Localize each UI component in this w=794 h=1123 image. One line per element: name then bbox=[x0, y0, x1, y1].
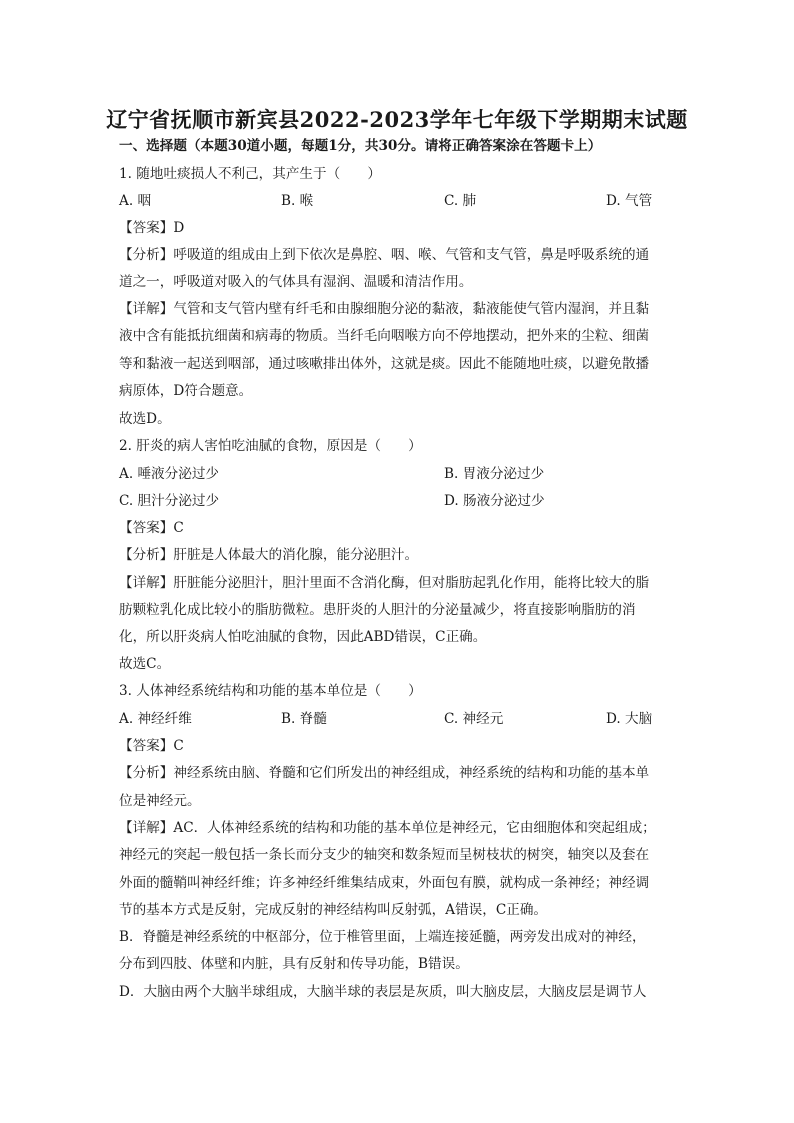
question-3-detail-line: 节的基本方式是反射，完成反射的神经结构叫反射弧，A错误，C正确。 bbox=[119, 902, 548, 918]
question-3-detail-line: 外面的髓鞘叫神经纤维；许多神经纤维集结成束，外面包有膜，就构成一条神经；神经调 bbox=[119, 875, 650, 891]
question-1-conclusion: 故选D。 bbox=[119, 411, 171, 427]
question-1-option-a: A. 咽 bbox=[119, 193, 152, 209]
question-1-detail-line: 液中含有能抵抗细菌和病毒的物质。当纤毛向咽喉方向不停地摆动，把外来的尘粒、细菌 bbox=[119, 328, 650, 344]
question-2-option-c: C. 胆汁分泌过少 bbox=[119, 493, 220, 509]
page-title: 辽宁省抚顺市新宾县2022-2023学年七年级下学期期末试题 bbox=[106, 107, 688, 132]
question-2-detail-line: 【详解】肝脏能分泌胆汁，胆汁里面不含消化酶，但对脂肪起乳化作用，能将比较大的脂 bbox=[119, 575, 650, 591]
question-2-conclusion: 故选C。 bbox=[119, 656, 171, 672]
question-1-option-b: B. 喉 bbox=[281, 193, 314, 209]
question-1-detail-line: 【详解】气管和支气管内壁有纤毛和由腺细胞分泌的黏液，黏液能使气管内湿润，并且黏 bbox=[119, 301, 650, 317]
question-1-analysis-line: 【分析】呼吸道的组成由上到下依次是鼻腔、咽、喉、气管和支气管，鼻是呼吸系统的通 bbox=[119, 247, 650, 263]
section-heading: 一、选择题（本题30道小题，每题1分，共30分。请将正确答案涂在答题卡上） bbox=[119, 138, 602, 154]
question-3-option-a: A. 神经纤维 bbox=[119, 711, 192, 727]
question-1-stem: 1. 随地吐痰损人不利己，其产生于（ ） bbox=[119, 166, 381, 182]
question-1-detail-line: 病原体，D符合题意。 bbox=[119, 383, 253, 399]
question-3-analysis-line: 【分析】神经系统由脑、脊髓和它们所发出的神经组成，神经系统的结构和功能的基本单 bbox=[119, 765, 650, 781]
question-3-detail-line: B．脊髓是神经系统的中枢部分，位于椎管里面，上端连接延髓，两旁发出成对的神经， bbox=[119, 929, 646, 945]
question-3-detail-line: D．大脑由两个大脑半球组成，大脑半球的表层是灰质，叫大脑皮层，大脑皮层是调节人 bbox=[119, 984, 647, 1000]
question-1-option-d: D. 气管 bbox=[606, 193, 653, 209]
question-3-option-d: D. 大脑 bbox=[606, 711, 653, 727]
question-3-option-c: C. 神经元 bbox=[444, 711, 504, 727]
question-2-answer: 【答案】C bbox=[119, 520, 184, 536]
question-2-analysis-line: 【分析】肝脏是人体最大的消化腺，能分泌胆汁。 bbox=[119, 547, 419, 563]
question-2-option-b: B. 胃液分泌过少 bbox=[444, 466, 545, 482]
question-3-detail-line: 【详解】AC．人体神经系统的结构和功能的基本单位是神经元，它由细胞体和突起组成； bbox=[119, 820, 656, 836]
question-3-analysis-line: 位是神经元。 bbox=[119, 793, 201, 809]
question-3-answer: 【答案】C bbox=[119, 738, 184, 754]
question-3-detail-line: 分布到四肢、体壁和内脏，具有反射和传导功能，B错误。 bbox=[119, 956, 469, 972]
question-1-analysis-line: 道之一，呼吸道对吸入的气体具有湿润、温暖和清洁作用。 bbox=[119, 274, 473, 290]
question-1-detail-line: 等和黏液一起送到咽部，通过咳嗽排出体外，这就是痰。因此不能随地吐痰，以避免散播 bbox=[119, 356, 650, 372]
question-2-detail-line: 化，所以肝炎病人怕吃油腻的食物，因此ABD错误，C正确。 bbox=[119, 629, 487, 645]
question-3-stem: 3. 人体神经系统结构和功能的基本单位是（ ） bbox=[119, 683, 422, 699]
question-2-detail-line: 肪颗粒乳化成比较小的脂肪微粒。患肝炎的人胆汁的分泌量减少，将直接影响脂肪的消 bbox=[119, 602, 636, 618]
question-3-option-b: B. 脊髓 bbox=[281, 711, 327, 727]
question-3-detail-line: 神经元的突起一般包括一条长而分支少的轴突和数条短而呈树枝状的树突，轴突以及套在 bbox=[119, 847, 650, 863]
question-1-option-c: C. 肺 bbox=[444, 193, 477, 209]
question-1-answer: 【答案】D bbox=[119, 220, 185, 236]
question-2-option-d: D. 肠液分泌过少 bbox=[444, 493, 545, 509]
question-2-stem: 2. 肝炎的病人害怕吃油腻的食物，原因是（ ） bbox=[119, 438, 422, 454]
question-2-option-a: A. 唾液分泌过少 bbox=[119, 466, 220, 482]
